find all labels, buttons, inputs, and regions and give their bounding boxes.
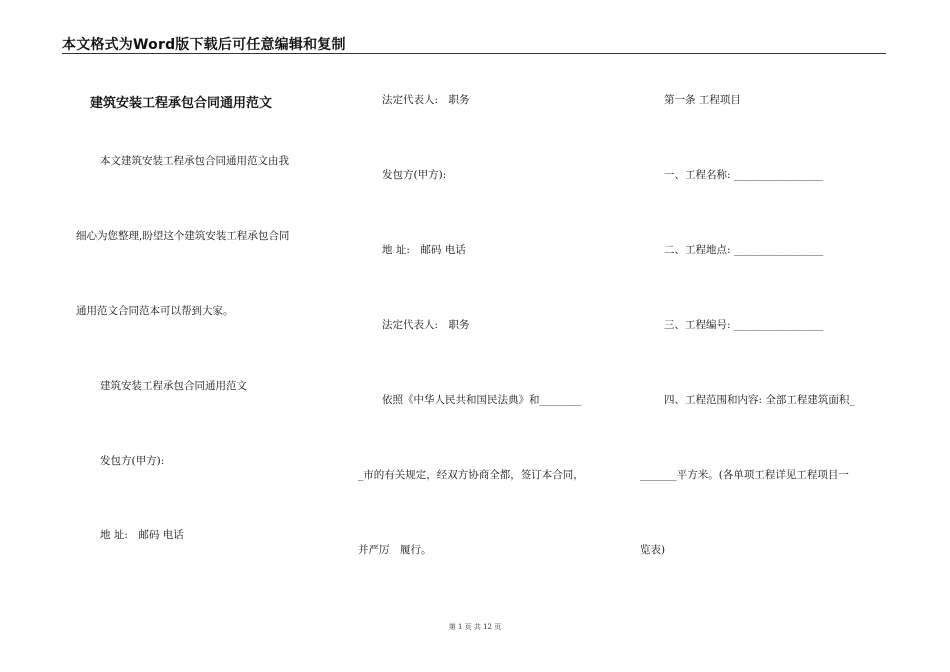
col2-line-1: 法定代表人: 职务 (382, 94, 470, 106)
col2-line-5: 依照《中华人民共和国民法典》和________ (382, 394, 582, 406)
col1-line-3: 通用范文合同范本可以帮到大家。 (76, 305, 234, 317)
col2-line-3: 地 址: 邮码 电话 (382, 244, 466, 256)
document-title: 建筑安装工程承包合同通用范文 (90, 96, 273, 111)
col3-line-2: 一、工程名称: _________________ (664, 169, 824, 181)
col2-line-7: 并严厉 履行。 (358, 544, 432, 556)
col3-line-7: 览表) (640, 544, 666, 556)
col3-line-6: _______平方米。(各单项工程详见工程项目一 (640, 469, 849, 481)
page-footer: 第 1 页 共 12 页 (448, 623, 502, 631)
col3-line-1: 第一条 工程项目 (664, 94, 741, 106)
col3-line-4: 三、工程编号: _________________ (664, 319, 824, 331)
col2-line-4: 法定代表人: 职务 (382, 319, 470, 331)
col1-line-1: 本文建筑安装工程承包合同通用范文由我 (100, 155, 289, 167)
col2-line-6: _市的有关规定，经双方协商全都，签订本合同， (358, 469, 584, 481)
col1-line-5: 发包方(甲方): (100, 455, 165, 467)
col2-line-2: 发包方(甲方): (382, 169, 447, 181)
header-title: 本文格式为Word版下载后可任意编辑和复制 (62, 37, 346, 53)
col1-line-2: 细心为您整理,盼望这个建筑安装工程承包合同 (76, 230, 290, 242)
col3-line-5: 四、工程范围和内容: 全部工程建筑面积_ (664, 394, 855, 406)
col1-line-6: 地 址: 邮码 电话 (100, 529, 184, 541)
page-header (62, 34, 886, 54)
col3-line-3: 二、工程地点: _________________ (664, 244, 824, 256)
col1-line-4: 建筑安装工程承包合同通用范文 (100, 380, 247, 392)
